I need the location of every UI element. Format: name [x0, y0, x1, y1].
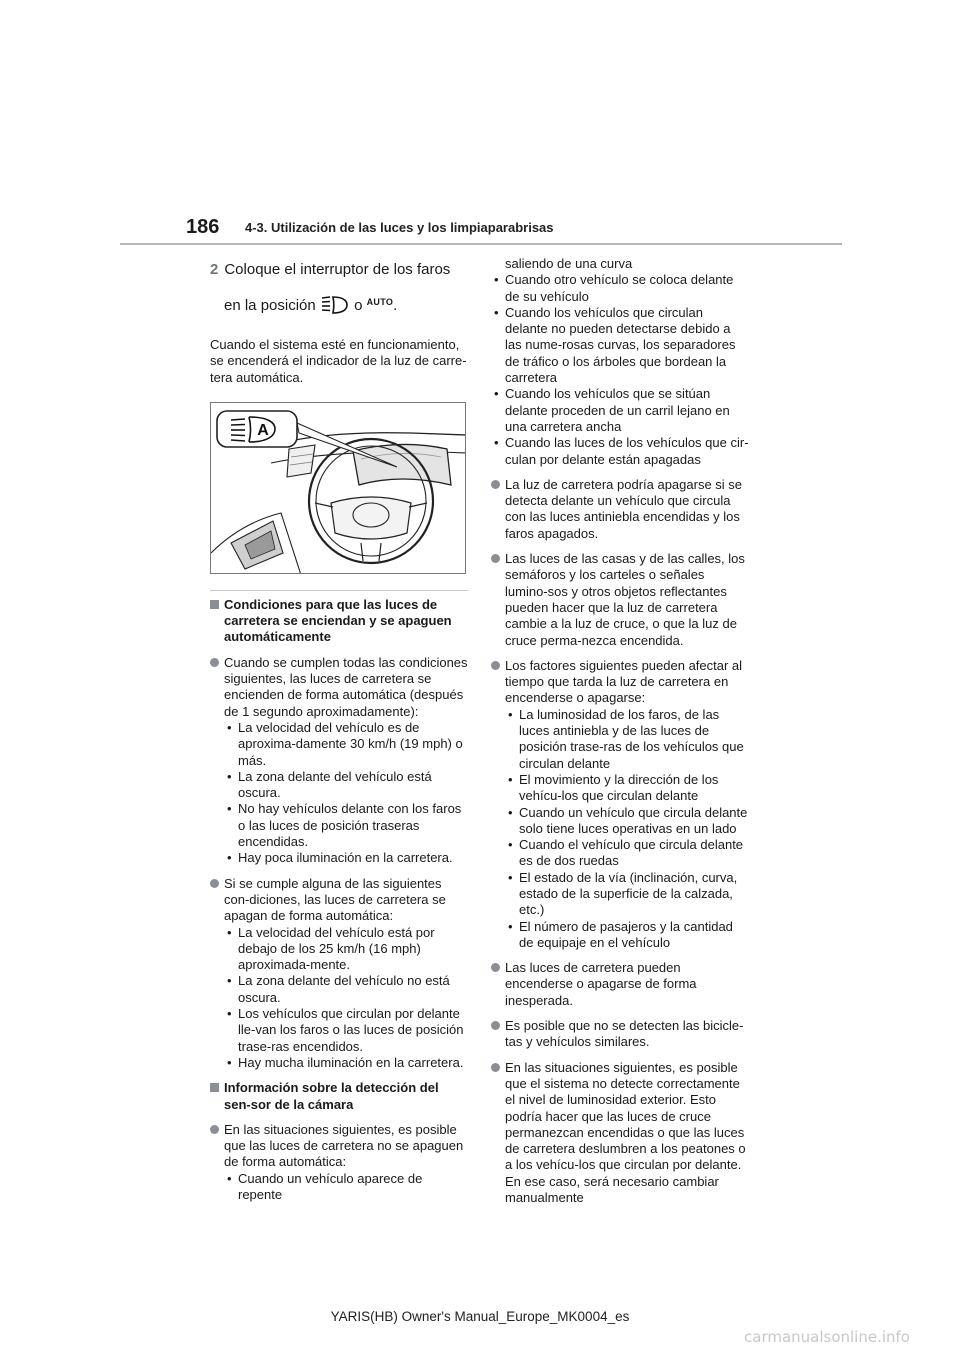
circle-bullet-icon [210, 879, 219, 888]
sub-item: • Los vehículos que circulan por delante lle-van los faros o las luces de posición trase-ras encendidos. [224, 1006, 468, 1055]
bullet-text: Si se cumple alguna de las siguientes con-diciones, las luces de carretera se apagan de forma automática: [224, 875, 446, 924]
circle-bullet-icon [491, 480, 500, 489]
page-number: 186 [186, 216, 220, 238]
circle-bullet-icon [491, 1063, 500, 1072]
bullet-text: En las situaciones siguientes, es posible que el sistema no detecte correctamente el nivel de luminosidad exterior. Esto podría hacer que las luces de cruce permanezcan encendidas o que las luces de carretera deslumbren a los peatones o a los vehícu-los que circulan por delante. En ese caso, será necesario cambiar manualmente [505, 1059, 746, 1206]
sub-item: • Hay poca iluminación en la carretera. [224, 850, 468, 866]
bullet-text: Cuando se cumplen todas las condiciones siguientes, las luces de carretera se encienden de forma automática (después de 1 segundo aproximadamente): [224, 654, 468, 719]
circle-bullet-icon [491, 1021, 500, 1030]
indicator-letter: A [257, 421, 269, 439]
auto-icon: AUTO [366, 297, 394, 307]
heading-conditions [210, 597, 468, 646]
bullet-point [210, 1122, 468, 1203]
left-column [210, 256, 468, 1203]
bullet-point [210, 655, 468, 867]
sub-item: • El movimiento y la dirección de los vehícu-los que circulan delante [505, 772, 749, 805]
heading-camera-sensor [210, 1080, 468, 1113]
bullet-text: Las luces de las casas y de las calles, los semáforos y los carteles o señales lumino-sos y otros objetos reflectantes pueden hacer que la luz de carretera cambie a la luz de cruce, o que la luz de cruce perma-nezca encendida. [505, 551, 745, 648]
sub-item: • Cuando los vehículos que se sitúan delante proceden de un carril lejano en una carretera ancha [491, 386, 749, 435]
step-text-line2 [210, 292, 468, 322]
step-position-text: en la posición [224, 297, 316, 314]
bullet-point [491, 658, 749, 951]
circle-bullet-icon [491, 661, 500, 670]
step-number: 2 [210, 261, 219, 278]
circle-bullet-icon [210, 658, 219, 667]
header-rule [120, 243, 842, 245]
circle-bullet-icon [491, 554, 500, 563]
bullet-text: Los factores siguientes pueden afectar al tiempo que tarda la luz de carretera en encenderse o apagarse: [505, 657, 743, 706]
sub-item: • Cuando el vehículo que circula delante es de dos ruedas [505, 837, 749, 870]
bullet-point [491, 1060, 749, 1207]
footer-manual-title: YARIS(HB) Owner's Manual_Europe_MK0004_es [330, 1309, 630, 1324]
heading-text: Condiciones para que las luces de carretera se enciendan y se apaguen automáticamente [224, 596, 452, 645]
sub-item: • La velocidad del vehículo está por debajo de los 25 km/h (16 mph) aproximada-mente. [224, 925, 468, 974]
sub-item: • No hay vehículos delante con los faros o las luces de posición traseras encendidas. [224, 801, 468, 850]
sub-item: • La luminosidad de los faros, de las luces antiniebla y de las luces de posición trase-ras de los vehículos que circulan delante [505, 707, 749, 772]
heading-text: Información sobre la detección del sen-sor de la cámara [224, 1080, 439, 1112]
bullet-point [491, 1018, 749, 1051]
bullet-point [491, 477, 749, 542]
dashboard-illustration [210, 402, 466, 574]
sub-item: • Hay mucha iluminación en la carretera. [224, 1055, 468, 1071]
bullet-text: En las situaciones siguientes, es posible que las luces de carretera no se apaguen de forma automática: [224, 1121, 464, 1170]
sub-item: • La velocidad del vehículo es de aproxima-damente 30 km/h (19 mph) o más. [224, 720, 468, 769]
watermark: carmanualsonline.info [744, 1328, 910, 1346]
square-bullet-icon [210, 1083, 219, 1092]
step-end: . [393, 297, 398, 314]
bullet-text: La luz de carretera podría apagarse si se detecta delante un vehículo que circula con las luces antiniebla encendidas y los faros apagados. [505, 476, 743, 541]
sub-item: • La zona delante del vehículo está oscura. [224, 769, 468, 802]
bullet-point [210, 876, 468, 1072]
sub-item: • Cuando los vehículos que circulan delante no pueden detectarse debido a las nume-rosas curvas, los separadores de tráfico o los árboles que bordean la carretera [491, 305, 749, 386]
sub-item: • Cuando otro vehículo se coloca delante de su vehículo [491, 272, 749, 305]
section-title: 4-3. Utilización de las luces y los limpiaparabrisas [245, 220, 554, 235]
step-instruction [210, 260, 468, 322]
square-bullet-icon [210, 600, 219, 609]
right-column [491, 256, 749, 1206]
circle-bullet-icon [491, 963, 500, 972]
bullet-point [491, 551, 749, 649]
sub-item: • Cuando un vehículo aparece de repente [224, 1171, 468, 1204]
intro-note: Cuando el sistema esté en funcionamiento, se encenderá el indicador de la luz de carre-tera automática. [210, 337, 467, 385]
separator [210, 590, 468, 591]
sub-item: • Cuando las luces de los vehículos que cir-culan por delante están apagadas [491, 435, 749, 468]
sub-item: • La zona delante del vehículo no está oscura. [224, 973, 468, 1006]
sub-item: • El estado de la vía (inclinación, curva, estado de la superficie de la calzada, etc.) [505, 870, 749, 919]
bullet-text: Las luces de carretera pueden encenderse o apagarse de forma inesperada. [505, 960, 697, 1008]
circle-bullet-icon [210, 1125, 219, 1134]
step-or-text: o [354, 297, 363, 314]
bullet-point [491, 960, 749, 1009]
sub-item: • El número de pasajeros y la cantidad de equipaje en el vehículo [505, 919, 749, 952]
continued-sub-item: saliendo de una curva [505, 256, 633, 271]
bullet-text: Es posible que no se detecten las bicicle-tas y vehículos similares. [505, 1018, 744, 1050]
high-beam-auto-icon [320, 294, 350, 322]
sub-item: • Cuando un vehículo que circula delante solo tiene luces operativas en un lado [505, 805, 749, 838]
step-text-line1: Coloque el interruptor de los faros [224, 261, 451, 278]
